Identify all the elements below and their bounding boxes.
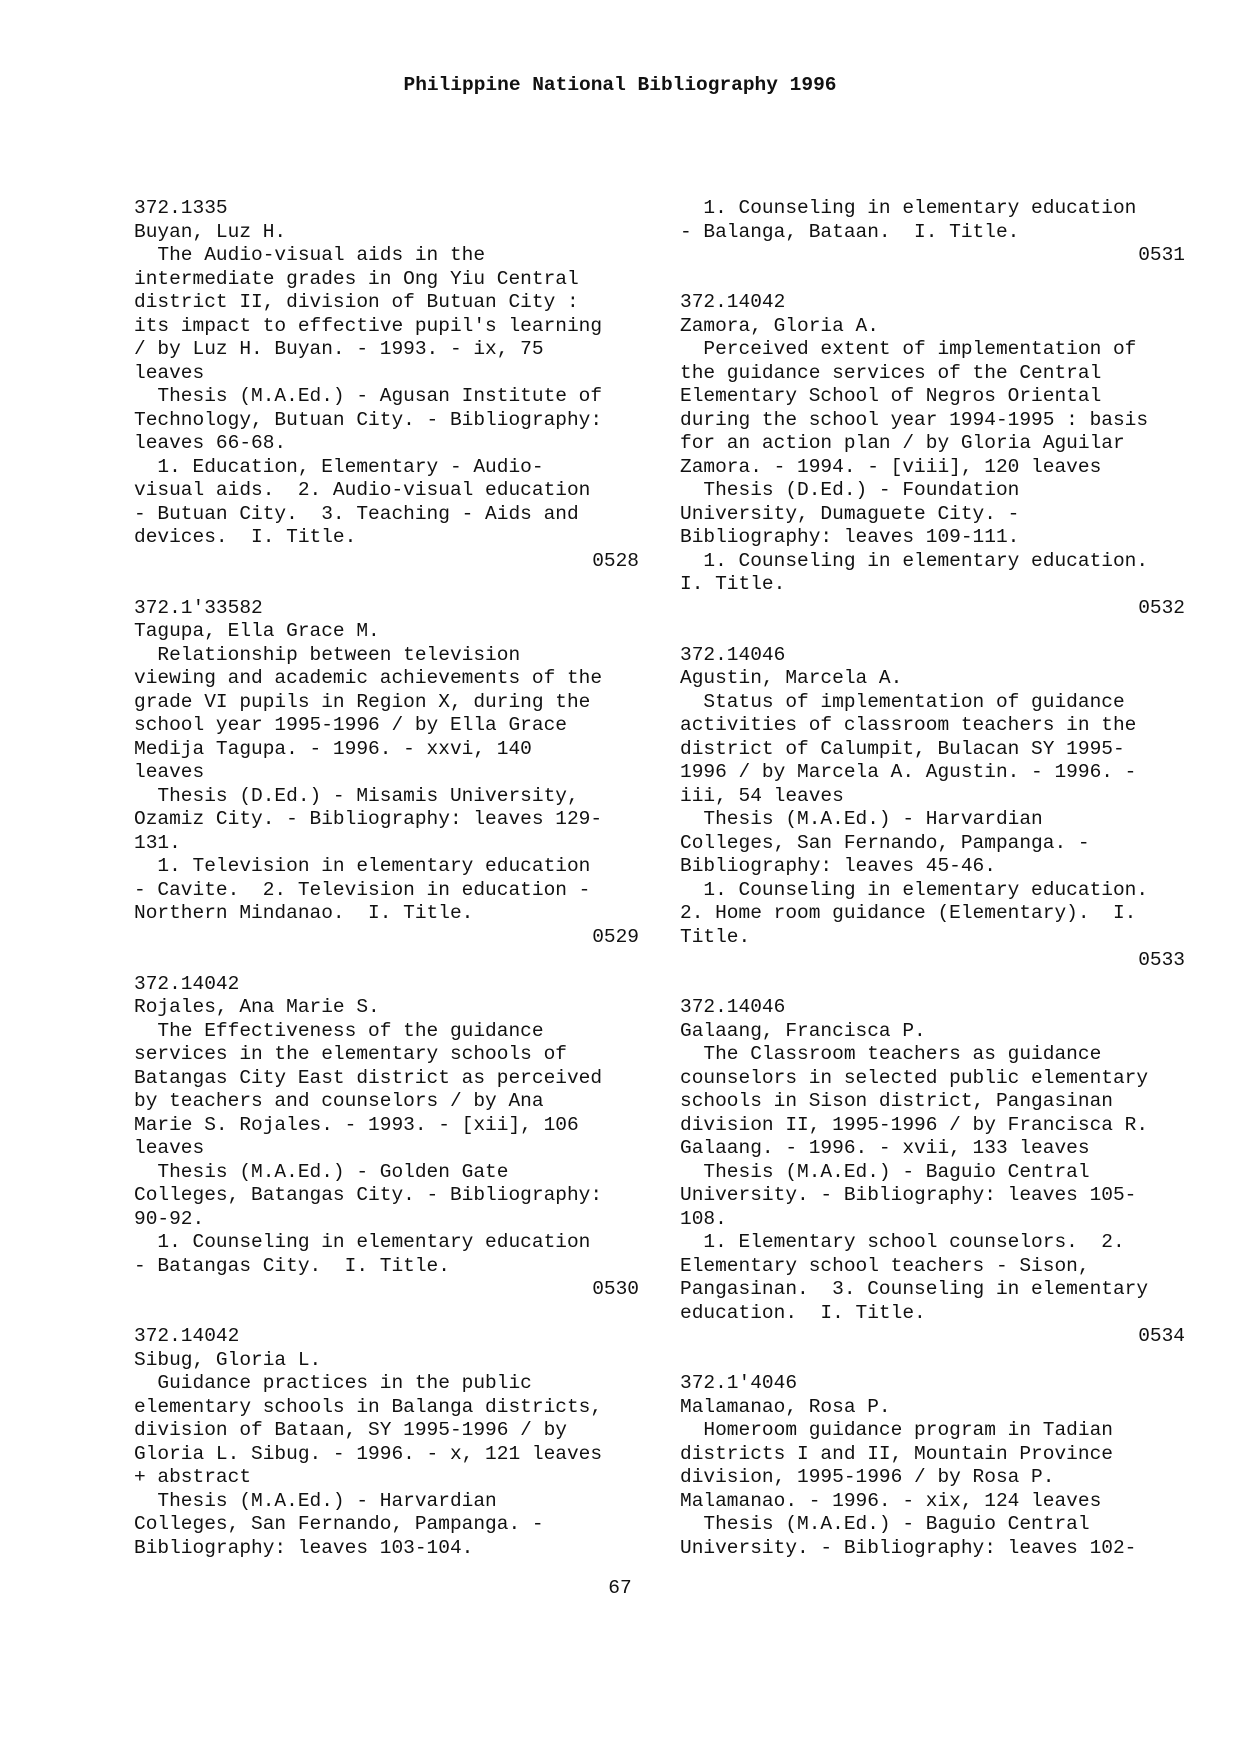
entry-line: Rojales, Ana Marie S.: [134, 996, 380, 1018]
entry-line: Ozamiz City. - Bibliography: leaves 129-: [134, 808, 603, 830]
entry-line: 1. Television in elementary education: [134, 855, 591, 877]
entry-line: Batangas City East district as perceived: [134, 1066, 603, 1089]
entry-line: The Audio-visual aids in the: [134, 244, 486, 266]
entry-line: The Effectiveness of the guidance: [134, 1019, 544, 1042]
entry-line: Relationship between television: [134, 643, 521, 666]
entry-line: Guidance practices in the public: [134, 1372, 532, 1394]
entry-line: - Cavite. 2. Television in education -: [134, 878, 591, 901]
page-title: Philippine National Bibliography 1996: [403, 74, 837, 96]
entry-line: 372.14046: [680, 996, 786, 1018]
entry-line: 372.1'33582: [134, 596, 263, 619]
entry-separator: [680, 268, 1185, 292]
entry-line: Marie S. Rojales. - 1993. - [xii], 106: [134, 1113, 579, 1136]
entry-line: Technology, Butuan City. - Bibliography:: [134, 408, 603, 431]
entry-line: elementary schools in Balanga districts,: [134, 1395, 603, 1418]
entry-line: 1. Counseling in elementary education: [680, 197, 1137, 219]
entry-line: Elementary school teachers - Sison,: [680, 1254, 1090, 1277]
entry-line: division of Bataan, SY 1995-1996 / by: [134, 1419, 567, 1441]
entry-line: 1. Counseling in elementary education.: [680, 878, 1149, 901]
entry-separator: [680, 620, 1185, 644]
entry-line: The Classroom teachers as guidance: [680, 1043, 1102, 1065]
entry-line: services in the elementary schools of: [134, 1043, 567, 1065]
entry-line: 372.1335: [134, 197, 228, 219]
entry-line: by teachers and counselors / by Ana: [134, 1090, 544, 1112]
entry-line: University. - Bibliography: leaves 102-: [680, 1536, 1137, 1559]
entry-line: leaves: [134, 1137, 205, 1159]
entry-line: University. - Bibliography: leaves 105-: [680, 1184, 1137, 1206]
entry-line: Thesis (M.A.Ed.) - Harvardian: [680, 808, 1043, 830]
entry-line: Elementary School of Negros Oriental: [680, 385, 1102, 407]
entry-line: activities of classroom teachers in the: [680, 714, 1137, 736]
entry-line: Colleges, San Fernando, Pampanga. -: [680, 831, 1090, 854]
entry-line: University, Dumaguete City. -: [680, 502, 1020, 525]
entry-line: Agustin, Marcela A.: [680, 667, 903, 689]
entry-line: division II, 1995-1996 / by Francisca R.: [680, 1113, 1149, 1136]
entry-line: 372.14042: [134, 972, 240, 995]
entry-separator: [680, 1349, 1185, 1373]
entry-line: Thesis (D.Ed.) - Misamis University,: [134, 784, 579, 807]
entry-line: Medija Tagupa. - 1996. - xxvi, 140: [134, 737, 532, 760]
entry-line: Thesis (M.A.Ed.) - Agusan Institute of: [134, 385, 603, 407]
entry-line: 372.1'4046: [680, 1372, 798, 1394]
entry-line: 372.14042: [680, 291, 786, 313]
entry-line: leaves: [134, 761, 205, 783]
entry-line: Malamanao. - 1996. - xix, 124 leaves: [680, 1489, 1102, 1512]
entry-line: Thesis (M.A.Ed.) - Baguio Central: [680, 1160, 1090, 1183]
entry-line: 1. Counseling in elementary education: [134, 1231, 591, 1253]
entry-line: Zamora. - 1994. - [viii], 120 leaves: [680, 455, 1102, 478]
entry-line: districts I and II, Mountain Province: [680, 1442, 1113, 1465]
entry-line: school year 1995-1996 / by Ella Grace: [134, 714, 567, 736]
entry-line: division, 1995-1996 / by Rosa P.: [680, 1466, 1055, 1488]
entry-line: Gloria L. Sibug. - 1996. - x, 121 leaves: [134, 1442, 603, 1465]
entry-line: 1996 / by Marcela A. Agustin. - 1996. -: [680, 761, 1137, 783]
entry-line: Thesis (M.A.Ed.) - Golden Gate: [134, 1160, 509, 1183]
entry-number: 0534: [1138, 1325, 1185, 1347]
entry-line: - Butuan City. 3. Teaching - Aids and: [134, 502, 579, 525]
entry-line: / by Luz H. Buyan. - 1993. - ix, 75: [134, 338, 544, 360]
entry-line: I. Title.: [680, 573, 786, 595]
entry-line: Malamanao, Rosa P.: [680, 1395, 891, 1418]
entry-line: Pangasinan. 3. Counseling in elementary: [680, 1278, 1149, 1300]
entry-number: 0533: [1138, 949, 1185, 971]
entry-line: leaves 66-68.: [134, 432, 287, 454]
entry-line: Colleges, San Fernando, Pampanga. -: [134, 1513, 544, 1535]
entry-line: Northern Mindanao. I. Title.: [134, 902, 474, 924]
entry-line: visual aids. 2. Audio-visual education: [134, 479, 591, 501]
entry-line: Colleges, Batangas City. - Bibliography:: [134, 1184, 603, 1206]
entry-line: Thesis (M.A.Ed.) - Harvardian: [134, 1489, 497, 1512]
entry-number: 0528: [592, 549, 639, 572]
entry-line: viewing and academic achievements of the: [134, 667, 603, 689]
entry-separator: [134, 573, 639, 597]
entry-line: iii, 54 leaves: [680, 784, 844, 807]
entry-line: Bibliography: leaves 45-46.: [680, 855, 996, 877]
entry-line: the guidance services of the Central: [680, 361, 1102, 384]
entry-line: counselors in selected public elementary: [680, 1066, 1149, 1089]
entry-line: grade VI pupils in Region X, during the: [134, 690, 591, 713]
entry-number: 0531: [1138, 244, 1185, 266]
right-column: [680, 197, 1185, 1560]
entry-line: Zamora, Gloria A.: [680, 314, 879, 337]
entry-separator: [134, 949, 639, 973]
entry-line: Perceived extent of implementation of: [680, 338, 1137, 360]
entry-line: district of Calumpit, Bulacan SY 1995-: [680, 737, 1125, 760]
page-number: 67: [608, 1577, 632, 1599]
entry-line: its impact to effective pupil's learning: [134, 314, 603, 337]
entry-number: 0530: [592, 1278, 639, 1300]
entry-line: 2. Home room guidance (Elementary). I.: [680, 902, 1137, 924]
entry-line: schools in Sison district, Pangasinan: [680, 1090, 1113, 1112]
entry-line: 1. Elementary school counselors. 2.: [680, 1231, 1125, 1253]
entry-number: 0529: [592, 925, 639, 948]
entry-line: Buyan, Luz H.: [134, 220, 287, 243]
entry-line: Title.: [680, 925, 751, 948]
entry-line: during the school year 1994-1995 : basis: [680, 408, 1149, 431]
entry-line: 372.14046: [680, 643, 786, 666]
entry-line: Bibliography: leaves 109-111.: [680, 526, 1020, 548]
entry-line: Sibug, Gloria L.: [134, 1348, 322, 1371]
entry-line: Galaang, Francisca P.: [680, 1019, 926, 1042]
entry-line: Status of implementation of guidance: [680, 690, 1125, 713]
entry-line: - Batangas City. I. Title.: [134, 1254, 450, 1277]
entry-line: 1. Counseling in elementary education.: [680, 549, 1149, 572]
entry-separator: [134, 1302, 639, 1326]
entry-line: leaves: [134, 361, 205, 384]
entry-line: devices. I. Title.: [134, 526, 357, 548]
entry-line: Bibliography: leaves 103-104.: [134, 1536, 474, 1559]
entry-line: Homeroom guidance program in Tadian: [680, 1419, 1113, 1441]
entry-line: Thesis (D.Ed.) - Foundation: [680, 479, 1020, 501]
entry-line: for an action plan / by Gloria Aguilar: [680, 432, 1125, 454]
entry-line: Tagupa, Ella Grace M.: [134, 620, 380, 642]
entry-line: + abstract: [134, 1466, 252, 1488]
entry-separator: [680, 973, 1185, 997]
entry-line: intermediate grades in Ong Yiu Central: [134, 267, 579, 290]
entry-line: education. I. Title.: [680, 1301, 926, 1324]
entry-line: Galaang. - 1996. - xvii, 133 leaves: [680, 1137, 1090, 1159]
entry-line: 372.14042: [134, 1325, 240, 1347]
left-column: [134, 197, 639, 1560]
entry-line: district II, division of Butuan City :: [134, 291, 579, 313]
entry-line: - Balanga, Bataan. I. Title.: [680, 220, 1020, 243]
entry-line: 131.: [134, 831, 181, 854]
entry-line: Thesis (M.A.Ed.) - Baguio Central: [680, 1513, 1090, 1535]
entry-line: 90-92.: [134, 1207, 205, 1230]
entry-number: 0532: [1138, 596, 1185, 619]
entry-line: 108.: [680, 1207, 727, 1230]
entry-line: 1. Education, Elementary - Audio-: [134, 455, 544, 478]
